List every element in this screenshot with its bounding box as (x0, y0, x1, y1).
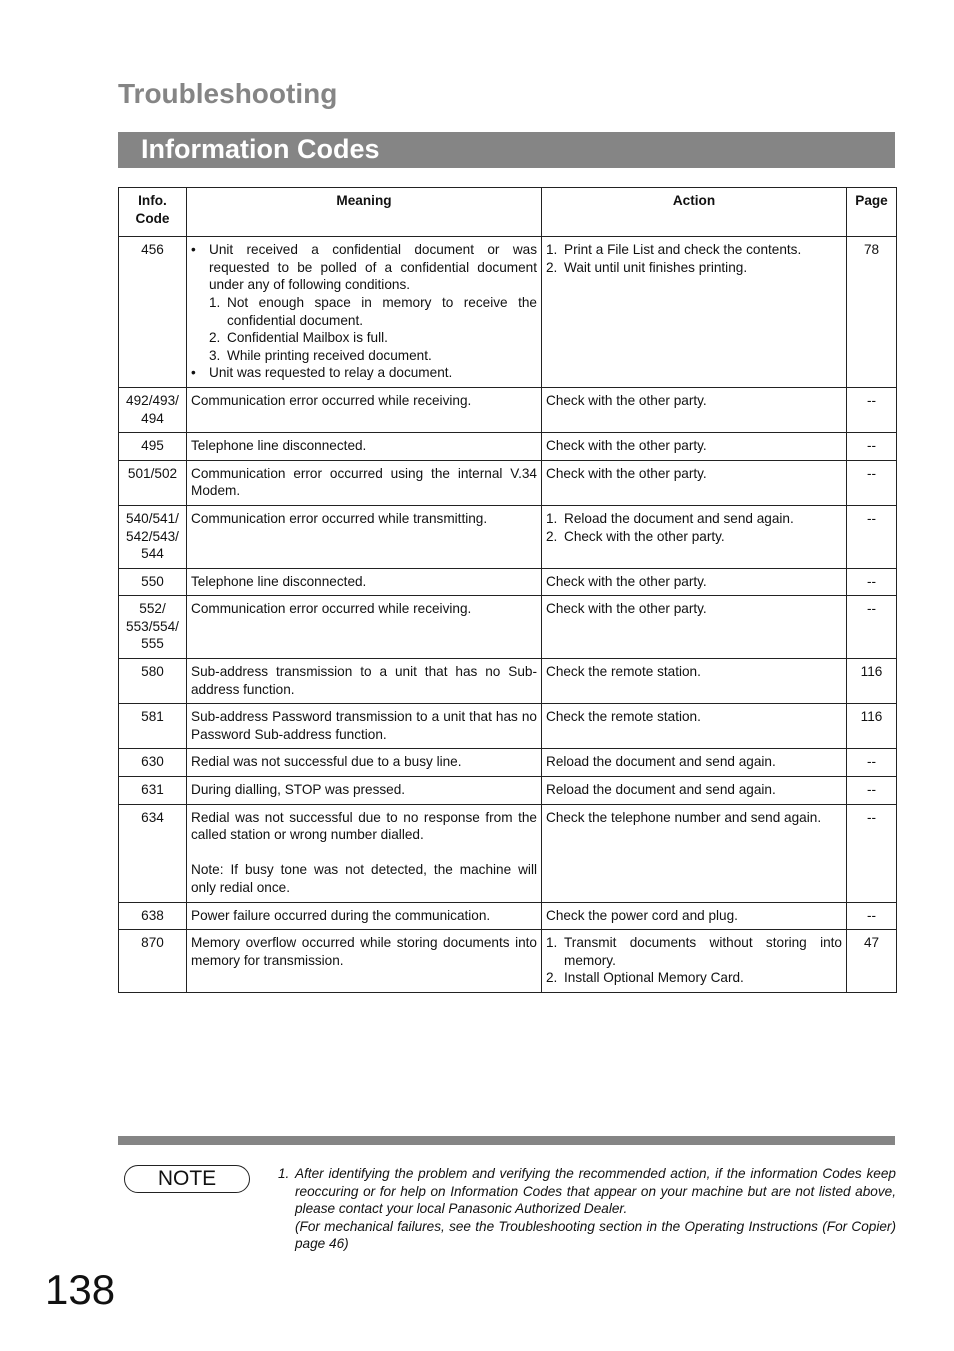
meaning-cell (187, 930, 542, 993)
list-marker: • (191, 242, 196, 258)
meaning-paragraph: Redial was not successful due to a busy line. (191, 754, 462, 770)
table-row (119, 433, 897, 461)
info-code: 581 (141, 709, 164, 725)
note-text: After identifying the problem and verifying the recommended action, if the information Codes keep reoccuring or for help on Information Codes that appear on your machine but are not listed above, please contact your local Panasonic Authorized Dealer. (295, 1166, 896, 1217)
meaning-paragraph: Communication error occurred while receiving. (191, 601, 472, 617)
header-meaning: Meaning (187, 188, 542, 237)
info-code-cell (119, 505, 187, 568)
header-action: Action (542, 188, 847, 237)
sub-item-list (209, 294, 537, 364)
meaning-paragraph: Sub-address Password transmission to a unit that has no Password Sub-address function. (191, 709, 537, 742)
list-item-text: While printing received document. (227, 347, 432, 363)
info-code-cell (119, 804, 187, 902)
info-code: 456 (141, 242, 164, 258)
page-ref: -- (866, 392, 877, 408)
page-ref-cell (847, 749, 897, 777)
page-ref: -- (866, 809, 877, 825)
action-item (546, 934, 842, 969)
table-row (119, 659, 897, 704)
action-item-list (546, 934, 842, 987)
info-code-cell (119, 460, 187, 505)
action-cell (542, 930, 847, 993)
list-item-text: Confidential Mailbox is full. (227, 330, 388, 346)
table-row (119, 777, 897, 805)
footer-divider (118, 1136, 895, 1145)
info-code: 552/ 553/554/ 555 (126, 601, 179, 652)
meaning-cell (187, 777, 542, 805)
action-text: Check with the other party. (546, 573, 707, 589)
meaning-cell (187, 568, 542, 596)
page-ref: -- (866, 465, 877, 481)
page-ref-cell (847, 804, 897, 902)
action-cell (542, 433, 847, 461)
info-code: 630 (141, 754, 164, 770)
meaning-paragraph: Sub-address transmission to a unit that has no Sub-address function. (191, 664, 537, 697)
page-ref-cell (847, 659, 897, 704)
list-marker: 2. (209, 330, 221, 346)
info-code-cell (119, 902, 187, 930)
meaning-paragraph: Communication error occurred using the internal V.34 Modem. (191, 465, 537, 499)
action-item (546, 528, 842, 546)
table-row (119, 387, 897, 432)
info-code-cell (119, 749, 187, 777)
meaning-paragraph: Power failure occurred during the communication. (191, 907, 491, 923)
page-ref: -- (866, 573, 877, 589)
page-ref: -- (866, 754, 877, 770)
meaning-paragraph: Telephone line disconnected. (191, 438, 367, 454)
meaning-paragraph: Redial was not successful due to no response from the called station or wrong number dialled. (191, 809, 537, 843)
action-text: Reload the document and send again. (546, 782, 776, 798)
list-marker: 2. (546, 970, 558, 986)
information-codes-table (118, 187, 897, 993)
note-text-secondary: (For mechanical failures, see the Troubleshooting section in the Operating Instructions (For Copier) page 46) (295, 1218, 896, 1252)
action-cell (542, 659, 847, 704)
table-row (119, 804, 897, 902)
list-item-text: Wait until unit finishes printing. (564, 259, 748, 275)
note-marker: 1. (278, 1166, 290, 1181)
page-ref: -- (866, 510, 877, 526)
list-marker: 1. (209, 294, 221, 310)
action-text: Check the remote station. (546, 664, 701, 680)
list-item-text: Not enough space in memory to receive the confidential document. (227, 294, 537, 328)
meaning-cell (187, 704, 542, 749)
page-ref-cell (847, 596, 897, 659)
table-header-row (119, 188, 897, 237)
section-title: Troubleshooting (118, 78, 338, 109)
table-row (119, 568, 897, 596)
meaning-paragraph: Memory overflow occurred while storing documents into memory for transmission. (191, 935, 537, 968)
table-row (119, 749, 897, 777)
table-body (119, 237, 897, 993)
info-code-cell (119, 237, 187, 388)
sub-item (209, 294, 537, 329)
meaning-cell (187, 505, 542, 568)
meaning-cell (187, 804, 542, 902)
info-code: 631 (141, 782, 164, 798)
info-code-cell (119, 777, 187, 805)
meaning-paragraph: Telephone line disconnected. (191, 573, 367, 589)
meaning-cell (187, 237, 542, 388)
action-text: Check with the other party. (546, 601, 707, 617)
action-cell (542, 237, 847, 388)
page-ref-cell (847, 505, 897, 568)
note-badge: NOTE (124, 1165, 250, 1193)
action-cell (542, 704, 847, 749)
meaning-item (191, 241, 537, 364)
page-ref-cell (847, 930, 897, 993)
header-page: Page (847, 188, 897, 237)
list-marker: 2. (546, 259, 558, 275)
list-marker: 1. (546, 510, 558, 526)
info-code: 540/541/ 542/543/ 544 (126, 510, 179, 562)
list-item-text: Reload the document and send again. (564, 510, 794, 526)
info-code-cell (119, 930, 187, 993)
list-item-text: Print a File List and check the contents. (564, 242, 802, 258)
action-cell (542, 460, 847, 505)
meaning-item-list (191, 241, 537, 382)
meaning-paragraph: Communication error occurred while receiving. (191, 392, 472, 408)
action-item-list (546, 510, 842, 545)
sub-item (209, 329, 537, 347)
meaning-cell (187, 387, 542, 432)
action-text: Check the remote station. (546, 709, 701, 725)
action-cell (542, 387, 847, 432)
meaning-cell (187, 902, 542, 930)
action-item-list (546, 241, 842, 276)
list-marker: • (191, 365, 196, 381)
page-ref: 78 (863, 242, 880, 258)
action-text: Check the telephone number and send again. (546, 809, 822, 825)
action-cell (542, 902, 847, 930)
list-item-text: Unit was requested to relay a document. (209, 365, 453, 381)
info-code-cell (119, 596, 187, 659)
page-ref: -- (866, 601, 877, 617)
meaning-cell (187, 659, 542, 704)
page-ref: -- (866, 782, 877, 798)
action-cell (542, 804, 847, 902)
table-row (119, 902, 897, 930)
action-text: Check with the other party. (546, 465, 707, 481)
table-row (119, 237, 897, 388)
page-ref-cell (847, 777, 897, 805)
page-ref: 116 (860, 664, 883, 680)
action-text: Check with the other party. (546, 438, 707, 454)
table-row (119, 460, 897, 505)
info-code: 634 (141, 809, 164, 825)
list-marker: 2. (546, 528, 558, 544)
meaning-cell (187, 433, 542, 461)
table-row (119, 930, 897, 993)
action-cell (542, 568, 847, 596)
page-ref: 47 (863, 935, 880, 951)
page-ref-cell (847, 387, 897, 432)
page-ref-cell (847, 433, 897, 461)
info-code: 492/493/ 494 (126, 392, 179, 426)
table-row (119, 596, 897, 659)
sub-item (209, 347, 537, 365)
list-marker: 1. (546, 935, 558, 951)
info-code-cell (119, 659, 187, 704)
info-code: 550 (141, 573, 164, 589)
table-row (119, 505, 897, 568)
action-item (546, 241, 842, 259)
list-item-text: Install Optional Memory Card. (564, 970, 744, 986)
meaning-cell (187, 596, 542, 659)
info-code-cell (119, 433, 187, 461)
meaning-paragraph: Note: If busy tone was not detected, the machine will only redial once. (191, 862, 537, 895)
table-row (119, 704, 897, 749)
action-item (546, 969, 842, 987)
action-text: Check with the other party. (546, 392, 707, 408)
action-cell (542, 596, 847, 659)
meaning-paragraph: During dialling, STOP was pressed. (191, 782, 406, 798)
page-ref: -- (866, 907, 877, 923)
meaning-item (191, 364, 537, 382)
page-number: 138 (45, 1266, 116, 1313)
info-code: 580 (141, 664, 164, 680)
list-item-text: Unit received a confidential document or was requested to be polled of a confidential document under any of following conditions. (209, 242, 537, 293)
info-code-cell (119, 568, 187, 596)
page-ref-cell (847, 704, 897, 749)
page-title-banner: Information Codes (118, 132, 895, 168)
page-ref-cell (847, 460, 897, 505)
list-item-text: Transmit documents without storing into memory. (564, 935, 842, 968)
info-code: 870 (141, 935, 164, 951)
info-code-cell (119, 704, 187, 749)
list-marker: 3. (209, 347, 221, 363)
info-code: 501/502 (127, 465, 178, 481)
meaning-cell (187, 460, 542, 505)
info-code-cell (119, 387, 187, 432)
info-code: 638 (141, 907, 164, 923)
page-ref: 116 (860, 709, 883, 725)
page-ref: -- (866, 438, 877, 454)
action-text: Reload the document and send again. (546, 754, 776, 770)
action-item (546, 510, 842, 528)
page-ref-cell (847, 902, 897, 930)
meaning-paragraph: Communication error occurred while transmitting. (191, 510, 488, 526)
action-cell (542, 749, 847, 777)
list-marker: 1. (546, 242, 558, 258)
note-item (278, 1165, 896, 1253)
note-list (278, 1165, 896, 1253)
meaning-cell (187, 749, 542, 777)
action-item (546, 259, 842, 277)
action-cell (542, 777, 847, 805)
action-text: Check the power cord and plug. (546, 907, 738, 923)
page-ref-cell (847, 568, 897, 596)
action-cell (542, 505, 847, 568)
info-code: 495 (141, 438, 164, 454)
header-info-code: Info. Code (119, 188, 187, 237)
page-ref-cell (847, 237, 897, 388)
list-item-text: Check with the other party. (564, 528, 725, 544)
